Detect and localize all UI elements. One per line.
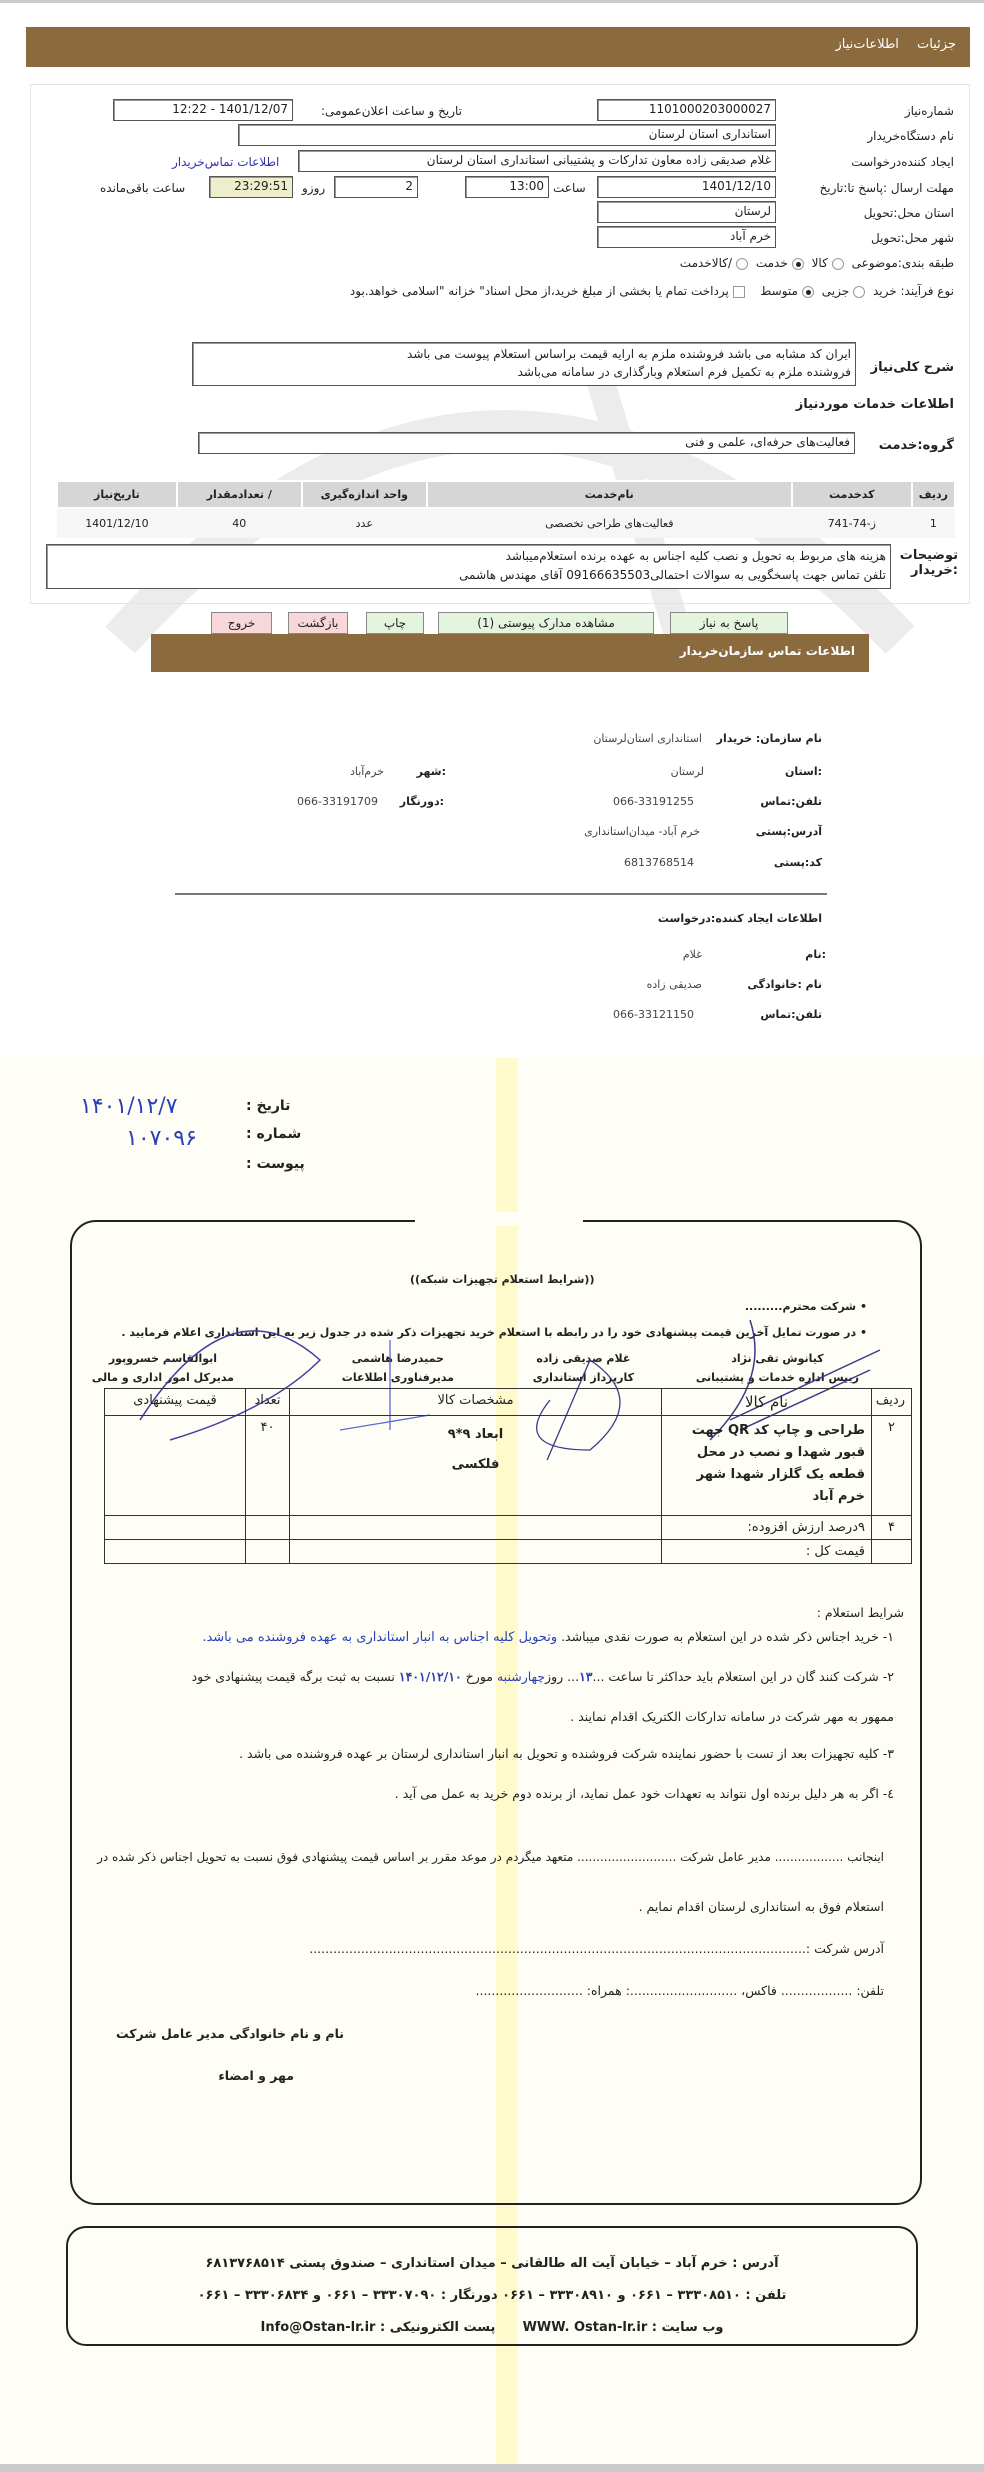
radio-goods[interactable] (832, 258, 844, 270)
handwritten-note: وتحویل کلیه اجناس به انبار استانداری به عهده فروشنده می باشد. (202, 1630, 558, 1645)
footer-web-row (68, 2312, 916, 2344)
signer-name: ابوالقاسم خسروپور (108, 1352, 218, 1365)
category-label (680, 256, 954, 270)
condition-text: ۱- خرید اجناس ذکر شده در این استعلام به صورت نقدی میباشد. (561, 1629, 894, 1644)
footer-address: آدرس : خرم آباد – خیابان آیت اله طالقانی – میدان استانداری – صندوق پستی ۶۸۱۳۷۶۸۵۱۴ (205, 2256, 779, 2271)
cell-unit: عدد (302, 508, 427, 538)
condition-4: ٤- اگر به هر دلیل برنده اول نتواند به تعهدات خود عمل نماید، از برنده دوم خرید به عمل می آید . (394, 1786, 894, 1801)
phone-value: 066-33191255 (613, 795, 694, 808)
contact-section-header: اطلاعات تماس سازمان‌خریدار (151, 634, 869, 672)
radio-minor[interactable] (853, 286, 865, 298)
letter-bullet-2: • در صورت تمایل آخرین قیمت پیشنهادی خود را در رابطه با استعلام خرید تجهیزات ذکر شده در جدول زیر به این استانداری اعلام فرمایید . (121, 1326, 867, 1339)
province-label: استان محل:تحویل (863, 206, 954, 220)
province-field: لرستان (597, 201, 776, 223)
remaining-label: ساعت باقی‌مانده (100, 181, 186, 195)
signer-name: کیانوش تقی نژاد (731, 1352, 824, 1365)
radio-medium[interactable] (802, 286, 814, 298)
radio-service[interactable] (792, 258, 804, 270)
option-minor: جزیی (821, 284, 850, 298)
fax-value: 066-33191709 (297, 795, 378, 808)
web-value: WWW. Ostan-lr.ir (522, 2320, 648, 2335)
bullet-text: در صورت تمایل آخرین قیمت پیشنهادی خود را در رابطه با استعلام خرید تجهیزات ذکر شده در جدول زیر به این استانداری اعلام فرمایید . (121, 1326, 857, 1339)
announce-field: 1401/12/07 - 12:22 (113, 99, 293, 121)
exit-button[interactable]: خروج (211, 612, 272, 634)
signer-role: مدیرکل امور اداری و مالی (91, 1371, 234, 1384)
bullet-text: شرکت محترم......... (744, 1300, 857, 1313)
email-value: Info@Ostan-lr.ir (260, 2320, 376, 2335)
ceo-name-label: نام و نام خانوادگی مدیر عامل شرکت (116, 2026, 344, 2041)
condition-2-cont: ممهور به مهر شرکت در سامانه تدارکات الکتریک اقدام نمایند . (570, 1709, 894, 1724)
desc-line: ایران کد مشابه می باشد فروشنده ملزم به ارایه قیمت براساس استعلام پیوست می باشد (407, 347, 851, 361)
goods-header-row (105, 1389, 912, 1416)
col-qty: تعداد (246, 1389, 290, 1416)
deadline-label: مهلت ارسال :پاسخ تا:تاریخ (819, 181, 954, 195)
creator-field: غلام صدیقی زاده معاون تدارکات و پشتیبانی استانداری استان لرستان (298, 150, 776, 172)
col-unit: واحد اندازه‌گیری (302, 481, 427, 508)
condition-3: ۳- کلیه تجهیزات بعد از تست با حضور نماینده شرکت فروشنده و تحویل به انبار استانداری لرستان بر عهده فروشنده می باشد . (239, 1746, 894, 1761)
first-name-value: غلام (682, 948, 702, 961)
letter-number-label: شماره : (246, 1126, 302, 1142)
cell-row: 1 (912, 508, 955, 538)
option-medium: متوسط (760, 284, 798, 298)
services-title: اطلاعات خدمات موردنیاز (795, 397, 954, 412)
notes-line: هزینه های مربوط به تحویل و نصب کلیه اجناس به عهده برنده استعلام‌میباشد (505, 549, 886, 563)
print-button[interactable]: چاپ (366, 612, 424, 634)
handwritten-date: ۱۴۰۱/۱۲/۱۰ (398, 1669, 462, 1684)
need-number-field: 1101000203000027 (597, 99, 776, 121)
process-row (350, 284, 954, 298)
option-service: خدمت (755, 256, 788, 270)
cell-date: 1401/12/10 (57, 508, 177, 538)
buyer-contact-link[interactable]: اطلاعات تماس‌خریدار (172, 155, 280, 169)
postal-label: کد:پستی (773, 856, 822, 869)
deadline-time-field: 13:00 (465, 176, 549, 198)
last-name-value: صدیقی زاده (646, 978, 702, 991)
phone-label: تلفن:تماس (760, 795, 822, 808)
condition-text: روز (545, 1669, 564, 1684)
total-row (105, 1540, 912, 1564)
category-label-text: طبقه بندی:موضوعی (851, 256, 954, 270)
treasury-text: پرداخت تمام یا بخشی از مبلغ خرید،از محل اسناد" خزانه "اسلامی خواهد.بود (349, 284, 729, 298)
top-border (0, 0, 984, 3)
web-label: وب سایت : (651, 2320, 724, 2335)
pledge-line: اینجانب .................. مدیر عامل شرکت .......................... متعهد میگردم در موعد مقرر بر اساس قیمت پیشنهادی فوق نسبت به تحویل اجناس ذکر شده در (97, 1850, 884, 1864)
postal-value: 6813768514 (624, 856, 694, 869)
col-name: نام‌خدمت (427, 481, 792, 508)
group-field: فعالیت‌های حرفه‌ای، علمی و فنی (198, 432, 855, 454)
time-label: ساعت (553, 181, 586, 195)
table-header-row (57, 481, 955, 508)
col-price: قیمت پیشنهادی (105, 1389, 246, 1416)
total-label: قیمت کل : (662, 1540, 872, 1564)
need-number-label: شماره‌نیاز (904, 104, 954, 118)
spec-line: فلکسی (451, 1457, 500, 1472)
seal-signature-label: مهر و امضاء (218, 2068, 294, 2083)
signer-name: غلام صدیقی زاده (536, 1352, 631, 1365)
condition-text: مورخ (465, 1669, 493, 1684)
spec-line: ابعاد ۹*۹ (447, 1427, 504, 1442)
creator-label: ایجاد کننده‌درخواست (851, 155, 954, 169)
handwritten-day: چهارشنبه (496, 1669, 546, 1684)
frame-gap (415, 1212, 583, 1226)
fax-label: :دورنگار (399, 795, 444, 808)
col-code: کدخدمت (792, 481, 912, 508)
remaining-time-field: 23:29:51 (209, 176, 293, 198)
page-header (26, 27, 970, 67)
notes-line: تلفن تماس جهت پاسخگویی به سوالات احتمالی09166635503 آقای مهندس هاشمی (459, 568, 886, 582)
pledge-line: استعلام فوق به استانداری لرستان اقدام نمایم . (638, 1899, 884, 1914)
col-row: ردیف (872, 1389, 912, 1416)
notes-label: توضیحات :خریدار (899, 548, 958, 578)
conditions-title: شرایط استعلام : (816, 1605, 904, 1620)
letter-date-handwritten: ۱۴۰۱/۱۲/۷ (80, 1094, 178, 1119)
province-label: :استان (785, 765, 822, 778)
last-name-label: نام :خانوادگی (747, 978, 822, 991)
table-row (57, 508, 955, 538)
desc-line: فروشنده ملزم به تکمیل فرم استعلام وبارگذاری در سامانه می‌باشد (517, 365, 851, 379)
first-name-label: :نام (805, 948, 826, 961)
option-goods-service: /کالاخدمت (679, 256, 732, 270)
condition-1 (84, 1628, 894, 1647)
deadline-date-field: 1401/12/10 (597, 176, 776, 198)
vat-label: ۹درصد ارزش افزوده: (662, 1516, 872, 1540)
city-label: شهر محل:تحویل (870, 231, 954, 245)
email-label: پست الکترونیکی : (380, 2320, 496, 2335)
cell-code: ز-74-741 (792, 508, 912, 538)
col-qty: / تعدادمقدار (177, 481, 302, 508)
tab-need-info[interactable]: اطلاعات‌نیاز (835, 37, 899, 52)
cell-qty: ۴۰ (246, 1416, 290, 1516)
cell-row: ۴ (872, 1516, 912, 1540)
address-value: خرم آباد- میدان‌استانداری (584, 825, 700, 838)
announce-label: تاریخ و ساعت اعلان‌عمومی: (320, 104, 462, 118)
bottom-border (0, 2464, 984, 2472)
back-button[interactable]: بازگشت (288, 612, 348, 634)
cell-qty: 40 (177, 508, 302, 538)
process-label: نوع فرآیند: خرید (873, 284, 954, 298)
days-label: روزو (302, 181, 326, 195)
footer-phone: تلفن : ۳۳۳۰۸۵۱۰ – ۰۶۶۱ و ۳۳۳۰۸۹۱۰ – ۰۶۶۱ دورنگار : ۳۳۳۰۷۰۹۰ – ۰۶۶۱ و ۳۳۳۰۶۸۳۴ – ۰۶۶۱ (197, 2288, 787, 2303)
desc-label: شرح کلی‌نیاز (870, 360, 954, 375)
city-label: :شهر (416, 765, 446, 778)
city-field: خرم آباد (597, 226, 776, 248)
notes-field (46, 544, 891, 589)
col-row: ردیف (912, 481, 955, 508)
creator-section-title: اطلاعات ایجاد کننده:درخواست (657, 912, 822, 925)
condition-2: ۲- شرکت کنند گان در این استعلام باید حداکثر تا ساعت ...۱۳... روزچهارشنبه مورخ ۱۴۰۱/۱۲/۱۰ نسبت به ثبت برگه قیمت پیشنهادی خود (191, 1669, 894, 1684)
services-table (56, 480, 956, 538)
buyer-org-label: نام دستگاه‌خریدار (867, 129, 954, 143)
letter-attachment-label: پیوست : (246, 1156, 305, 1172)
company-address-line: آدرس شرکت :............................................................................................................................. (309, 1941, 884, 1956)
address-label: آدرس:پستی (755, 825, 822, 838)
col-date: تاریخ‌نیاز (57, 481, 177, 508)
handwritten-time: ۱۳ (579, 1669, 593, 1684)
goods-table (104, 1388, 912, 1564)
province-value: لرستان (670, 765, 704, 778)
treasury-checkbox[interactable] (733, 286, 745, 298)
signer-role: کارپرداز استانداری (532, 1371, 634, 1384)
signer-name: حمیدرضا هاشمی (351, 1352, 444, 1365)
letter-title: ((شرایط استعلام تجهیزات شبکه)) (410, 1273, 595, 1286)
company-phone-line: تلفن: .................. فاکس، ...........................: همراه: ........................... (475, 1983, 884, 1998)
creator-phone-label: تلفن:تماس (760, 1008, 822, 1021)
letter-footer (66, 2226, 918, 2346)
condition-text: نسبت به ثبت برگه قیمت پیشنهادی خود (191, 1669, 395, 1684)
org-value: استانداری استان‌لرستان (593, 732, 702, 745)
vat-row (105, 1516, 912, 1540)
condition-text: ۲- شرکت کنند گان در این استعلام باید حداکثر تا ساعت (608, 1669, 894, 1684)
org-label: نام سازمان: خریدار (716, 732, 822, 745)
option-goods: کالا (811, 256, 828, 270)
desc-field (192, 342, 856, 386)
reply-button[interactable]: پاسخ به نیاز (670, 612, 788, 634)
letter-bullet-1: • شرکت محترم......... (744, 1300, 867, 1313)
buyer-org-field: استانداری استان لرستان (238, 124, 776, 146)
cell-goods-name: طراحی و چاپ کد QR جهت قبور شهدا و نصب در محل قطعه یک گلزار شهدا شهر خرم آباد (662, 1416, 872, 1516)
days-field: 2 (334, 176, 418, 198)
cell-row: ۲ (872, 1416, 912, 1516)
view-attachments-button[interactable]: مشاهده مدارک پیوستی (1) (438, 612, 654, 634)
col-spec: مشخصات کالا (290, 1389, 662, 1416)
cell-price (105, 1416, 246, 1516)
signer-role: رییس اداره خدمات و پشتیبانی (695, 1371, 859, 1384)
signer-role: مدیرفناوری اطلاعات (341, 1371, 454, 1384)
tab-details[interactable]: جزئیات (917, 37, 956, 52)
table-row (105, 1416, 912, 1516)
cell-spec (290, 1416, 662, 1516)
col-goods-name: نام کالا (662, 1389, 872, 1416)
group-label: گروه:خدمت (878, 438, 954, 453)
divider (175, 893, 827, 895)
creator-phone-value: 066-33121150 (613, 1008, 694, 1021)
letter-number-handwritten: ۱۰۷۰۹۶ (126, 1126, 197, 1151)
letter-date-label: تاریخ : (246, 1098, 291, 1114)
city-value: خرم‌آباد (349, 765, 384, 778)
cell-name: فعالیت‌های طراحی تخصصی (427, 508, 792, 538)
radio-goods-service[interactable] (736, 258, 748, 270)
